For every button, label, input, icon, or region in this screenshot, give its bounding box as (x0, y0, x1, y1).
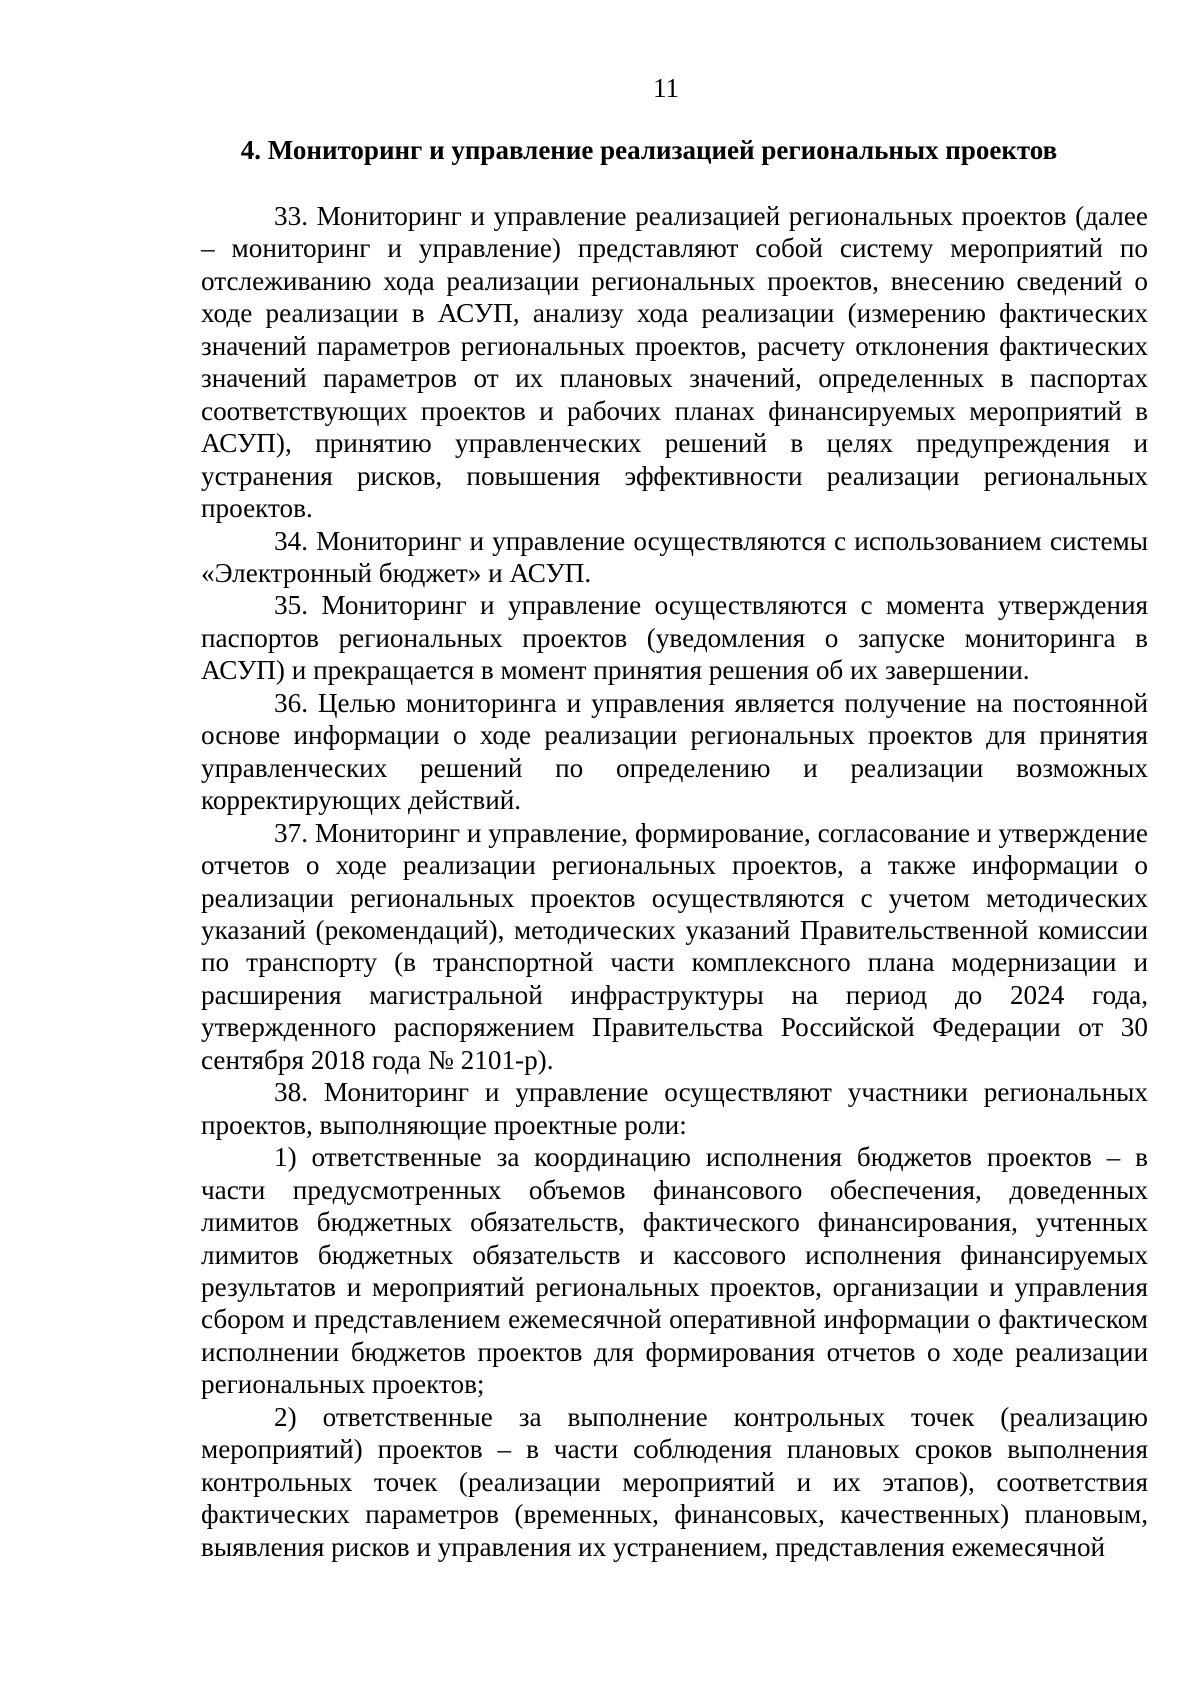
paragraph-33: 33. Мониторинг и управление реализацией региональных проектов (далее – мониторинг и управление) представляют собой систему мероприятий по отслеживанию хода реализации региональных проектов, внесению сведений о ходе реализации в АСУП, анализу хода реализации (измерению фактических значений параметров региональных проектов, расчету отклонения фактических значений параметров от их плановых значений, определенных в паспортах соответствующих проектов и рабочих планах финансируемых мероприятий в АСУП), принятию управленческих решений в целях предупреждения и устранения рисков, повышения эффективности реализации региональных проектов. (201, 201, 1148, 524)
paragraph-35: 35. Мониторинг и управление осуществляются с момента утверждения паспортов региональных проектов (уведомления о запуске мониторинга в АСУП) и прекращается в момент принятия решения об их завершении. (201, 590, 1148, 686)
paragraph-34: 34. Мониторинг и управление осуществляются с использованием системы «Электронный бюджет» и АСУП. (201, 525, 1148, 588)
list-item-2: 2) ответственные за выполнение контрольных точек (реализацию мероприятий) проектов – в части соблюдения плановых сроков выполнения контрольных точек (реализации мероприятий и их этапов), соответствия фактических параметров (временных, финансовых, качественных) плановым, выявления рисков и управления их устранением, представления ежемесячной (201, 1401, 1148, 1562)
list-item-1: 1) ответственные за координацию исполнения бюджетов проектов – в части предусмотренных объемов финансового обеспечения, доведенных лимитов бюджетных обязательств, фактического финансирования, учтенных лимитов бюджетных обязательств и кассового исполнения финансируемых результатов и мероприятий региональных проектов, организации и управления сбором и представлением ежемесячной оперативной информации о фактическом исполнении бюджетов проектов для формирования отчетов о ходе реализации региональных проектов; (201, 1142, 1148, 1400)
paragraph-38: 38. Мониторинг и управление осуществляют участники региональных проектов, выполняющие проектные роли: (201, 1077, 1148, 1140)
section-title: 4. Мониторинг и управление реализацией региональных проектов (240, 135, 1058, 165)
body-text (201, 200, 1148, 1563)
paragraph-37: 37. Мониторинг и управление, формирование, согласование и утверждение отчетов о ходе реализации региональных проектов, а также информации о реализации региональных проектов осуществляются с учетом методических указаний (рекомендаций), методических указаний Правительственной комиссии по транспорту (в транспортной части комплексного плана модернизации и расширения магистральной инфраструктуры на период до 2024 года, утвержденного распоряжением Правительства Российской Федерации от 30 сентября 2018 года № 2101-р). (201, 817, 1148, 1075)
paragraph-36: 36. Целью мониторинга и управления является получение на постоянной основе информации о ходе реализации региональных проектов для принятия управленческих решений по определению и реализации возможных корректирующих действий. (201, 687, 1148, 816)
page-number: 11 (653, 73, 679, 103)
